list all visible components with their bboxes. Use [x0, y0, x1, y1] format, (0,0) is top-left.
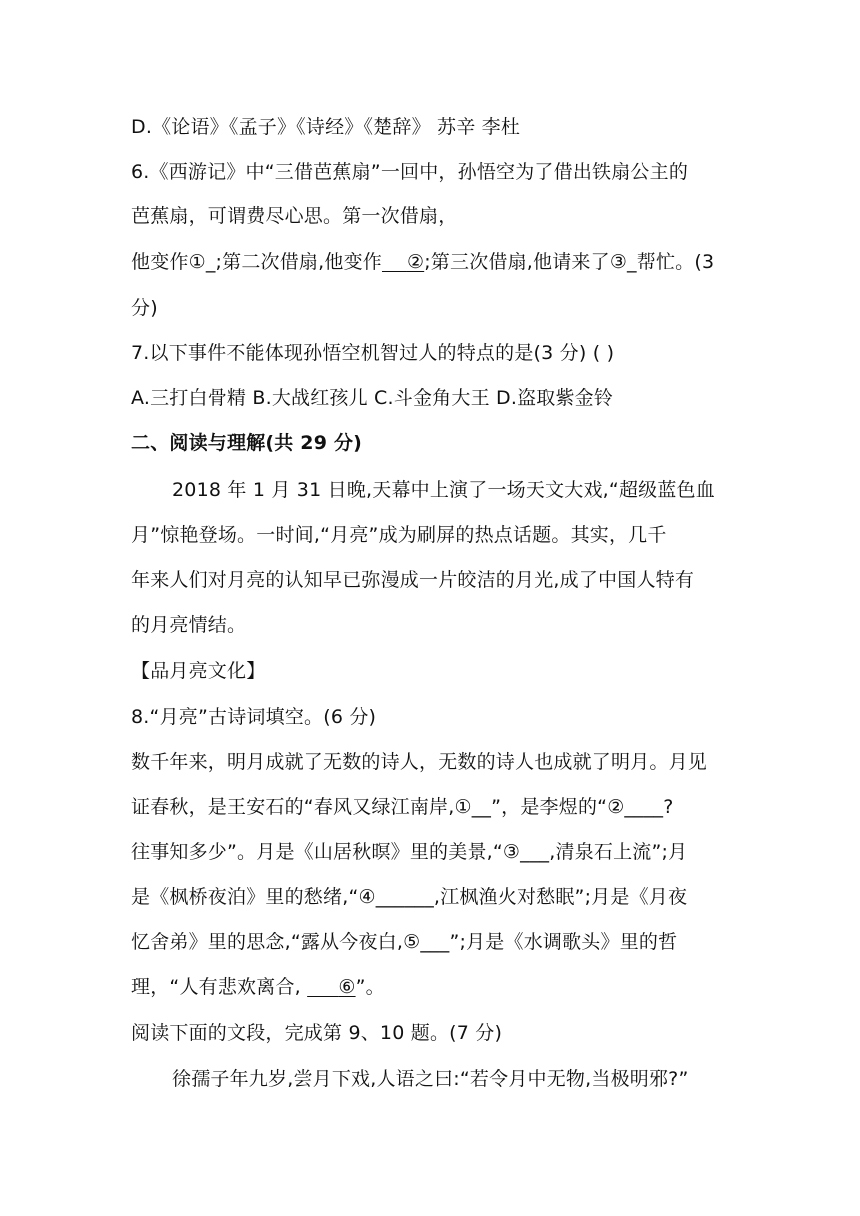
question-6-score: 分)	[131, 297, 158, 319]
intro-paragraph-line-2: 月”惊艳登场。一时间,“月亮”成为刷屏的热点话题。其实，几千	[131, 524, 667, 546]
intro-paragraph-line-1: 2018 年 1 月 31 日晚,天幕中上演了一场天文大戏,“超级蓝色血	[172, 479, 715, 501]
question-6-line-2: 芭蕉扇，可谓费尽心思。第一次借扇，	[131, 205, 458, 227]
subsection-heading: 【品月亮文化】	[131, 660, 266, 682]
question-7: 7.以下事件不能体现孙悟空机智过人的特点的是(3 分) ( )	[131, 342, 615, 364]
question-8-last-line-text: 理，“人有悲欢离合,	[131, 976, 301, 998]
question-8-text-line-4: 是《枫桥夜泊》里的愁绪,“④______,江枫渔火对愁眠”;月是《月夜	[131, 886, 688, 908]
question-6-blank-2: ②	[406, 251, 425, 273]
option-d: D.《论语》《孟子》《诗经》《楚辞》 苏辛 李杜	[131, 116, 521, 138]
intro-paragraph-line-3: 年来人们对月亮的认知早已弥漫成一片皎洁的月光,成了中国人特有	[131, 569, 695, 591]
question-6-line-1: 6.《西游记》中“三借芭蕉扇”一回中，孙悟空为了借出铁扇公主的	[131, 161, 689, 183]
question-8-text-line-3: 往事知多少”。月是《山居秋暝》里的美景,“③___,清泉石上流”;月	[131, 841, 688, 863]
classical-passage-line-1: 徐孺子年九岁,尝月下戏,人语之曰:“若令月中无物,当极明邪?”	[172, 1068, 689, 1090]
question-6-line-3	[131, 250, 714, 274]
section-2-heading: 二、阅读与理解(共 29 分)	[131, 432, 363, 454]
reading-instruction: 阅读下面的文段，完成第 9、10 题。(7 分)	[131, 1022, 503, 1044]
question-7-options: A.三打白骨精 B.大战红孩儿 C.斗金角大王 D.盗取紫金铃	[131, 387, 614, 409]
question-8: 8.“月亮”古诗词填空。(6 分)	[131, 706, 377, 728]
question-8-text-line-5: 忆舍弟》里的思念,“露从今夜白,⑤___”;月是《水调歌头》里的哲	[131, 931, 678, 953]
question-8-text-line-1: 数千年来，明月成就了无数的诗人，无数的诗人也成就了明月。月见	[131, 751, 708, 773]
intro-paragraph-line-4: 的月亮情结。	[131, 614, 247, 636]
question-8-close-quote: ”。	[355, 976, 385, 998]
question-8-text-line-2: 证春秋，是王安石的“春风又绿江南岸,①__”，是李煜的“②____?	[131, 796, 674, 818]
question-6-blank-3-text: ;第三次借扇,他请来了③_帮忙。(3	[424, 251, 715, 273]
question-8-text-line-6	[131, 975, 385, 999]
question-8-blank-6: ⑥	[338, 976, 356, 998]
question-6-blank-1-text: 他变作①_;第二次借扇,他变作	[131, 251, 382, 273]
